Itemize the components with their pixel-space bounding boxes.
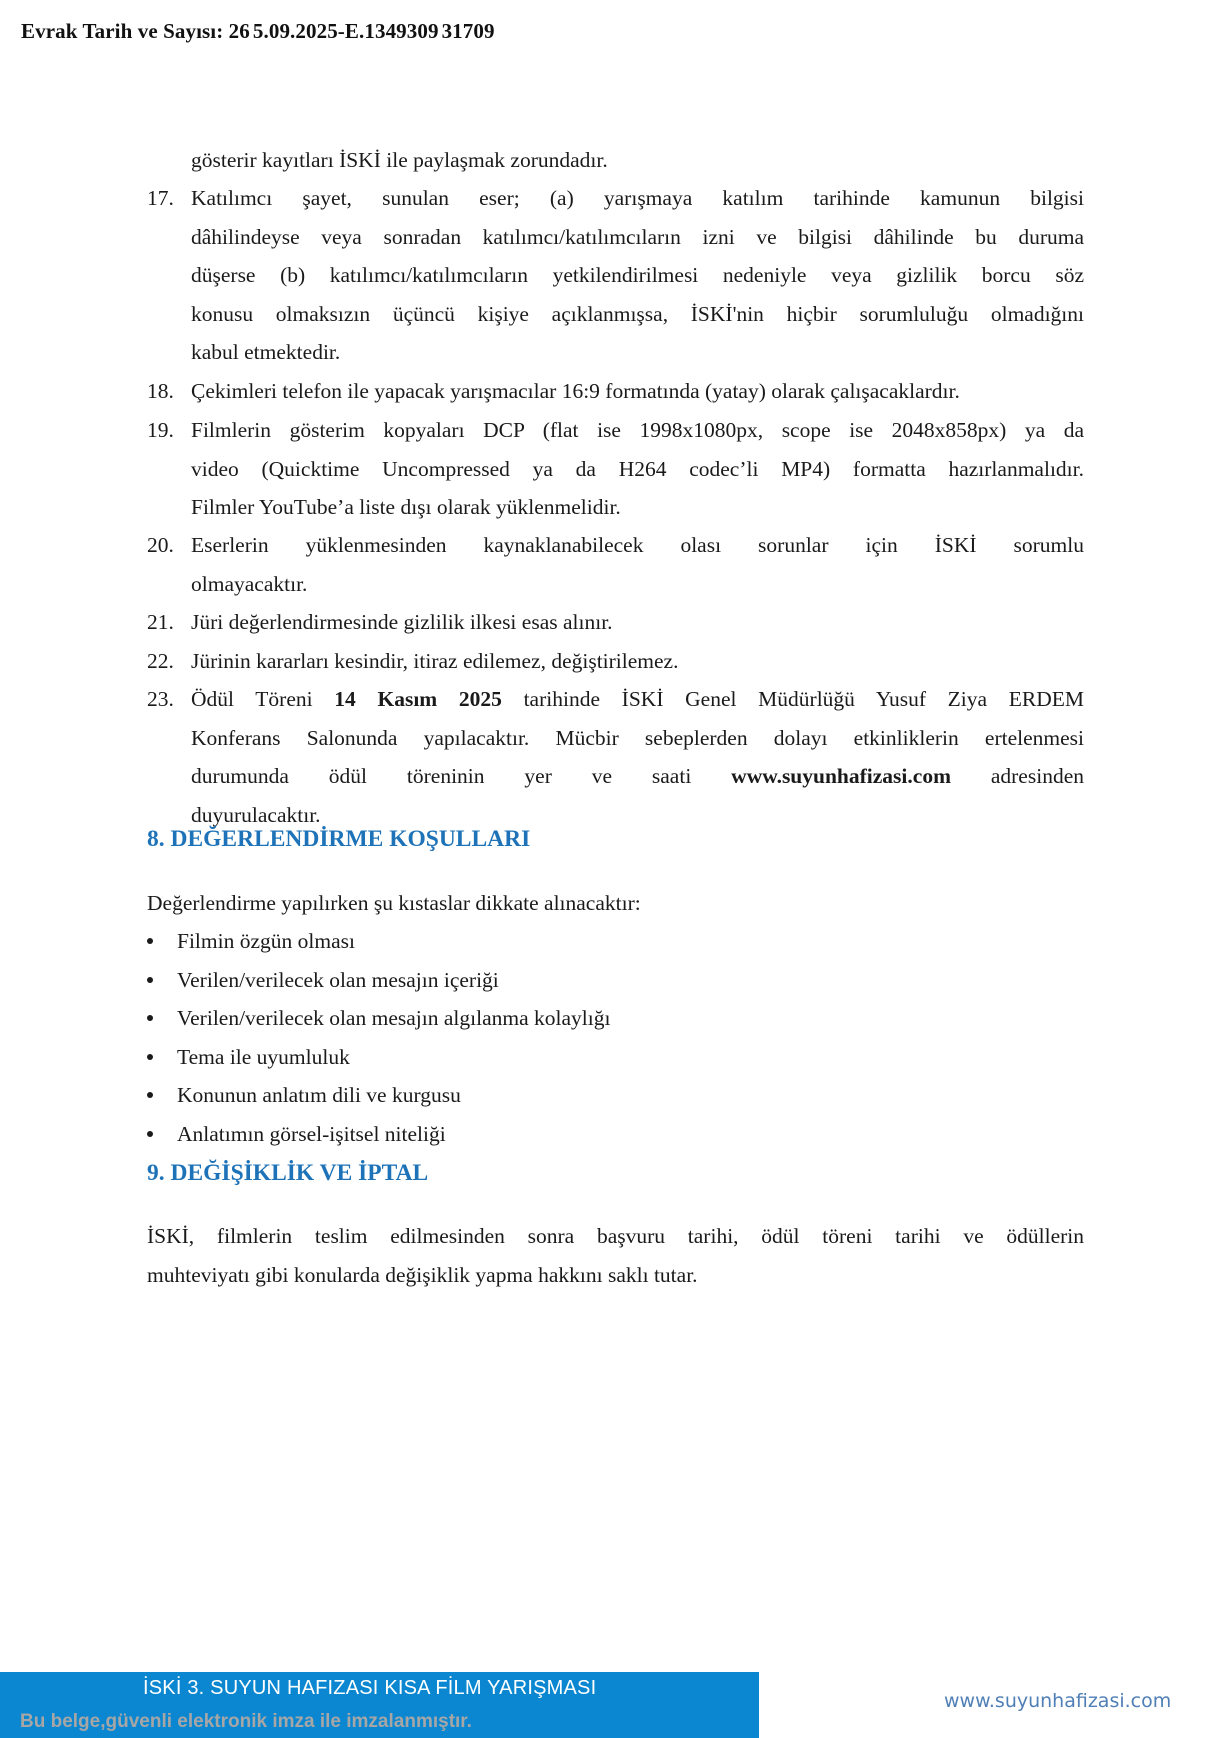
bullet-icon <box>147 938 153 944</box>
stamp-number-b: 31709 <box>441 19 495 43</box>
bullet-text: Tema ile uyumluluk <box>177 1045 350 1069</box>
bullet-text: Verilen/verilecek olan mesajın içeriği <box>177 968 499 992</box>
text-line: Filmlerin gösterim kopyaları DCP (flat ise 1998x1080px, scope ise 2048x858px) ya da <box>191 418 1084 442</box>
text-line: olmayacaktır. <box>191 571 308 596</box>
bullet-icon <box>147 1054 153 1060</box>
text-line: dâhilindeyse veya sonradan katılımcı/katılımcıların izni ve bilgisi dâhilinde bu duruma <box>191 224 1084 249</box>
text-line: Çekimleri telefon ile yapacak yarışmacılar 16:9 formatında (yatay) olarak çalışacaklardır. <box>191 379 960 403</box>
text-line: Filmler YouTube’a liste dışı olarak yüklenmelidir. <box>191 495 621 519</box>
text-line: Değerlendirme yapılırken şu kıstaslar dikkate alınacaktır: <box>147 891 641 915</box>
item-number: 17. <box>147 186 174 210</box>
section-heading-changes: 9. DEĞİŞİKLİK VE İPTAL <box>147 1160 429 1186</box>
text-run: durumunda ödül töreninin yer ve saati <box>191 764 732 788</box>
bullet-icon <box>147 1092 153 1098</box>
text-line: İSKİ, filmlerin teslim edilmesinden sonra başvuru tarihi, ödül töreni tarihi ve ödüllerin <box>147 1224 1084 1248</box>
bullet-icon <box>147 1015 153 1021</box>
item-number: 18. <box>147 379 174 403</box>
text-line: Jürinin kararları kesindir, itiraz edilemez, değiştirilemez. <box>191 649 679 673</box>
text-line: kabul etmektedir. <box>191 340 341 364</box>
footer-website-link[interactable]: www.suyunhafizasi.com <box>944 1690 1172 1712</box>
website-link[interactable]: www.suyunhafizasi.com <box>731 764 951 788</box>
text-line: duyurulacaktır. <box>191 802 321 827</box>
text-line: Konferans Salonunda yapılacaktır. Mücbir sebeplerden dolayı etkinliklerin ertelenmesi <box>191 725 1084 750</box>
bullet-icon <box>147 977 153 983</box>
award-date: 14 Kasım 2025 <box>334 687 502 711</box>
stamp-number-a: 49309 <box>385 19 439 43</box>
bullet-icon <box>147 1131 153 1137</box>
section-heading-evaluation: 8. DEĞERLENDİRME KOŞULLARI <box>147 826 531 852</box>
text-line: Eserlerin yüklenmesinden kaynaklanabilecek olası sorunlar için İSKİ sorumlu <box>191 533 1084 557</box>
item-number: 20. <box>147 533 174 557</box>
bullet-text: Konunun anlatım dili ve kurgusu <box>177 1083 461 1107</box>
text-line <box>191 684 1084 714</box>
stamp-digit-b: 5 <box>252 19 264 43</box>
bullet-text: Filmin özgün olması <box>177 929 355 953</box>
item-number: 23. <box>147 687 174 711</box>
text-line: muhteviyatı gibi konularda değişiklik yapma hakkını saklı tutar. <box>147 1262 698 1287</box>
text-line: Jüri değerlendirmesinde gizlilik ilkesi esas alınır. <box>191 610 613 634</box>
stamp-prefix: Evrak Tarih ve Sayısı: 2 <box>21 19 240 43</box>
text-line <box>191 761 1084 791</box>
stamp-mid: .09.2025-E.13 <box>263 19 386 43</box>
text-line: gösterir kayıtları İSKİ ile paylaşmak zorundadır. <box>191 148 608 172</box>
document-date-number-stamp <box>21 19 495 44</box>
item-number: 19. <box>147 418 174 442</box>
text-line: düşerse (b) katılımcı/katılımcıların yetkilendirilmesi nedeniyle veya gizlilik borcu söz <box>191 263 1084 287</box>
bullet-text: Anlatımın görsel-işitsel niteliği <box>177 1122 446 1146</box>
e-signature-note: Bu belge,güvenli elektronik imza ile imzalanmıştır. <box>20 1711 472 1732</box>
bullet-text: Verilen/verilecek olan mesajın algılanma kolaylığı <box>177 1006 611 1030</box>
item-number: 21. <box>147 610 174 634</box>
text-run: Ödül Töreni <box>191 687 335 711</box>
footer-competition-title: İSKİ 3. SUYUN HAFIZASI KISA FİLM YARIŞMASI <box>143 1677 597 1699</box>
text-line: Katılımcı şayet, sunulan eser; (a) yarışmaya katılım tarihinde kamunun bilgisi <box>191 186 1084 210</box>
item-number: 22. <box>147 649 174 673</box>
stamp-digit-a: 6 <box>239 19 250 43</box>
text-line: video (Quicktime Uncompressed ya da H264 codec’li MP4) formatta hazırlanmalıdır. <box>191 456 1084 481</box>
text-line: konusu olmaksızın üçüncü kişiye açıklanmışsa, İSKİ'nin hiçbir sorumluluğu olmadığını <box>191 301 1084 326</box>
text-run: tarihinde İSKİ Genel Müdürlüğü Yusuf Ziya ERDEM <box>501 687 1084 711</box>
text-run: adresinden <box>950 764 1084 788</box>
